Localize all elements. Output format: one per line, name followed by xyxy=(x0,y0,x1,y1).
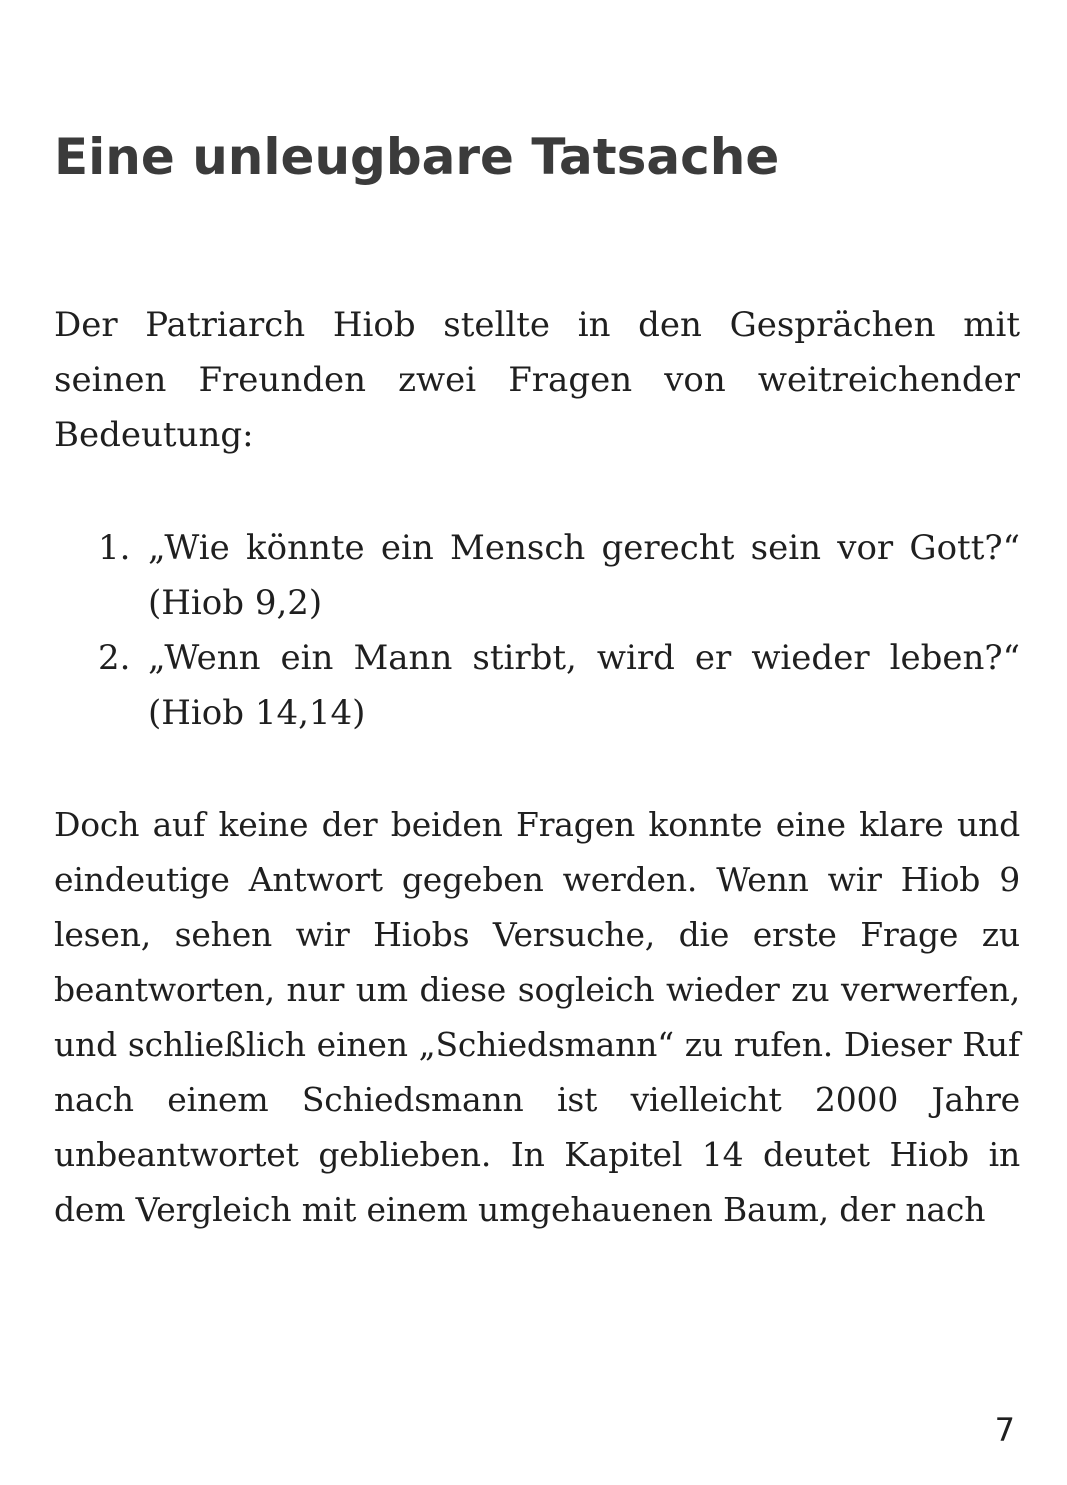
question-list xyxy=(54,521,1020,741)
list-item-text: „Wenn ein Mann stirbt, wird er wieder leben?“ (Hiob 14,14) xyxy=(148,638,1020,733)
list-item xyxy=(54,521,1020,631)
list-item xyxy=(54,631,1020,741)
list-item-number: 1. xyxy=(98,528,131,568)
list-item-text: „Wie könnte ein Mensch gerecht sein vor Gott?“ (Hiob 9,2) xyxy=(148,528,1020,623)
page-title: Eine unleugbare Tatsache xyxy=(54,128,780,186)
list-item-number: 2. xyxy=(98,638,131,678)
page-number: 7 xyxy=(994,1411,1015,1449)
intro-paragraph: Der Patriarch Hiob stellte in den Gesprächen mit seinen Freunden zwei Fragen von weitreichender Bedeutung: xyxy=(54,305,1020,455)
main-paragraph: Doch auf keine der beiden Fragen konnte eine klare und eindeutige Antwort gegeben werden. Wenn wir Hiob 9 lesen, sehen wir Hiobs Versuche, die erste Frage zu beantworten, nur um diese sogleich wieder zu verwerfen, und schließlich einen „Schiedsmann“ zu rufen. Dieser Ruf nach einem Schiedsmann ist vielleicht 2000 Jahre unbeantwortet geblieben. In Kapitel 14 deutet Hiob in dem Vergleich mit einem umgehauenen Baum, der nach xyxy=(54,805,1020,1229)
